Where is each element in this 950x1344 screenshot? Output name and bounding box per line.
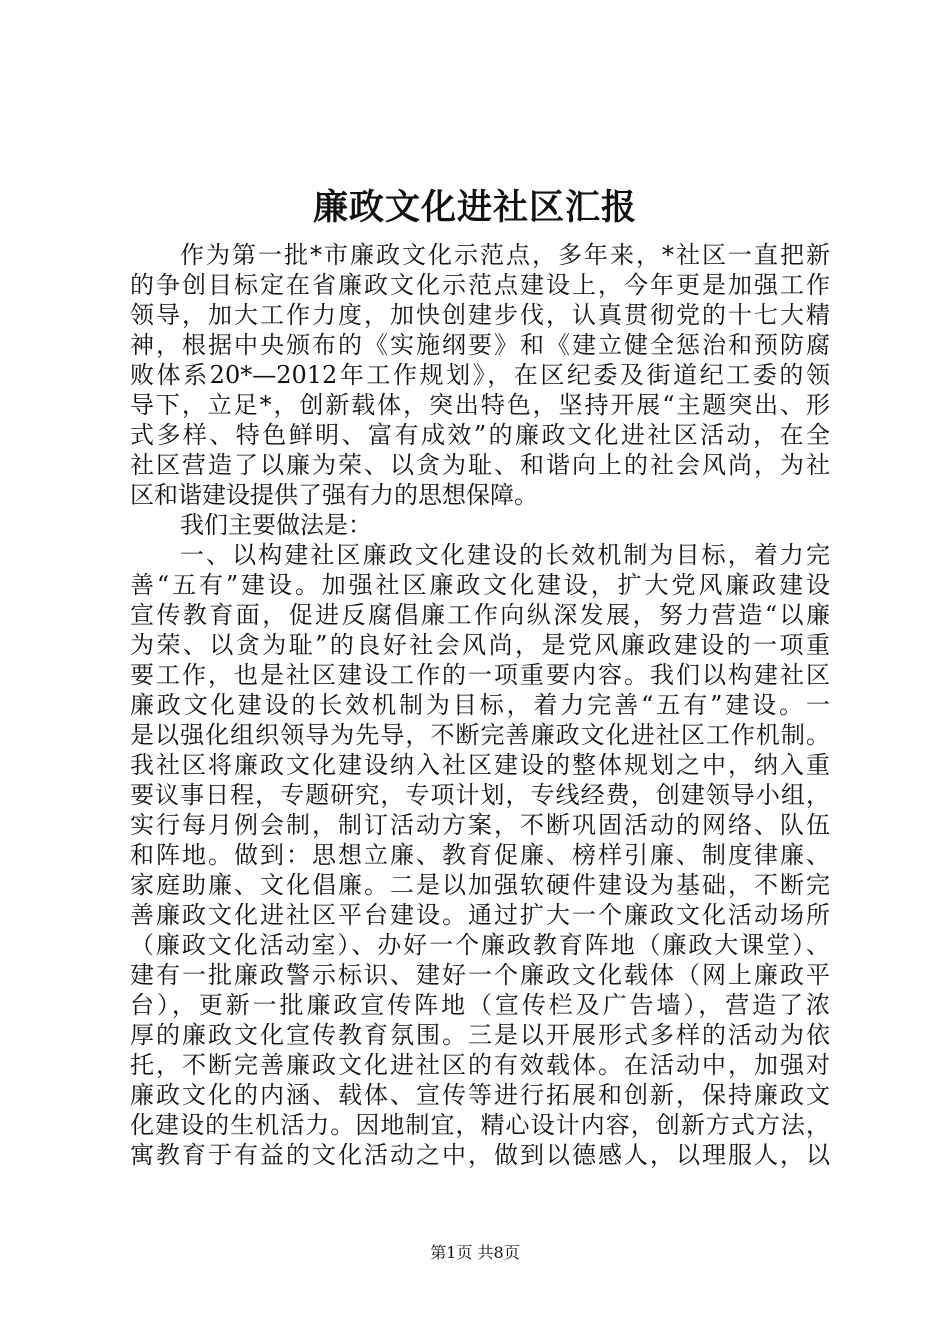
text-line: 神，根据中央颁布的《实施纲要》和《建立健全惩治和预防腐: [130, 331, 830, 359]
text-line: 的争创目标定在省廉政文化示范点建设上，今年更是加强工作: [130, 271, 830, 299]
text-line: 我们主要做法是：: [180, 511, 372, 539]
text-line: 台），更新一批廉政宣传阵地（宣传栏及广告墙），营造了浓: [130, 991, 830, 1019]
text-line: 式多样、特色鲜明、富有成效”的廉政文化进社区活动，在全: [130, 421, 830, 449]
text-line: 建有一批廉政警示标识、建好一个廉政文化载体（网上廉政平: [130, 961, 830, 989]
text-line: 善廉政文化进社区平台建设。通过扩大一个廉政文化活动场所: [130, 901, 830, 929]
document-body: [130, 240, 830, 1170]
text-line: 领导，加大工作力度，加快创建步伐，认真贯彻党的十七大精: [130, 301, 830, 329]
text-line: 宣传教育面，促进反腐倡廉工作向纵深发展，努力营造“以廉: [130, 601, 830, 629]
text-line: 为荣、以贪为耻”的良好社会风尚，是党风廉政建设的一项重: [130, 631, 830, 659]
text-line: 善“五有”建设。加强社区廉政文化建设，扩大党风廉政建设: [130, 571, 830, 599]
text-line: 是以强化组织领导为先导，不断完善廉政文化进社区工作机制。: [130, 721, 830, 749]
text-line: 厚的廉政文化宣传教育氛围。三是以开展形式多样的活动为依: [130, 1021, 830, 1049]
text-line: 实行每月例会制，制订活动方案，不断巩固活动的网络、队伍: [130, 811, 830, 839]
text-line: 家庭助廉、文化倡廉。二是以加强软硬件建设为基础，不断完: [130, 871, 830, 899]
text-line: 要工作，也是社区建设工作的一项重要内容。我们以构建社区: [130, 661, 830, 689]
text-line: （廉政文化活动室）、办好一个廉政教育阵地（廉政大课堂）、: [130, 931, 830, 959]
text-line: 我社区将廉政文化建设纳入社区建设的整体规划之中，纳入重: [130, 751, 830, 779]
text-line: 要议事日程，专题研究，专项计划，专线经费，创建领导小组，: [130, 781, 830, 809]
text-line: 廉政文化的内涵、载体、宣传等进行拓展和创新，保持廉政文: [130, 1081, 830, 1109]
text-line: 化建设的生机活力。因地制宜，精心设计内容，创新方式方法，: [130, 1111, 830, 1139]
text-line: 导下，立足*，创新载体，突出特色，坚持开展“主题突出、形: [130, 391, 830, 419]
text-line: 廉政文化建设的长效机制为目标，着力完善“五有”建设。一: [130, 691, 830, 719]
text-line: 作为第一批*市廉政文化示范点，多年来，*社区一直把新: [180, 241, 830, 269]
text-line: 和阵地。做到：思想立廉、教育促廉、榜样引廉、制度律廉、: [130, 841, 830, 869]
text-line: 社区营造了以廉为荣、以贪为耻、和谐向上的社会风尚，为社: [130, 451, 830, 479]
text-line: 败体系20*—2012年工作规划》，在区纪委及街道纪工委的领: [130, 361, 830, 389]
text-line: 区和谐建设提供了强有力的思想保障。: [130, 481, 538, 509]
text-line: 托，不断完善廉政文化进社区的有效载体。在活动中，加强对: [130, 1051, 830, 1079]
text-line: 寓教育于有益的文化活动之中，做到以德感人，以理服人，以: [130, 1141, 830, 1169]
document-title: 廉政文化进社区汇报: [312, 187, 637, 228]
text-line: 一、以构建社区廉政文化建设的长效机制为目标，着力完: [180, 541, 830, 569]
page-footer: 第1页 共8页: [430, 1243, 520, 1262]
